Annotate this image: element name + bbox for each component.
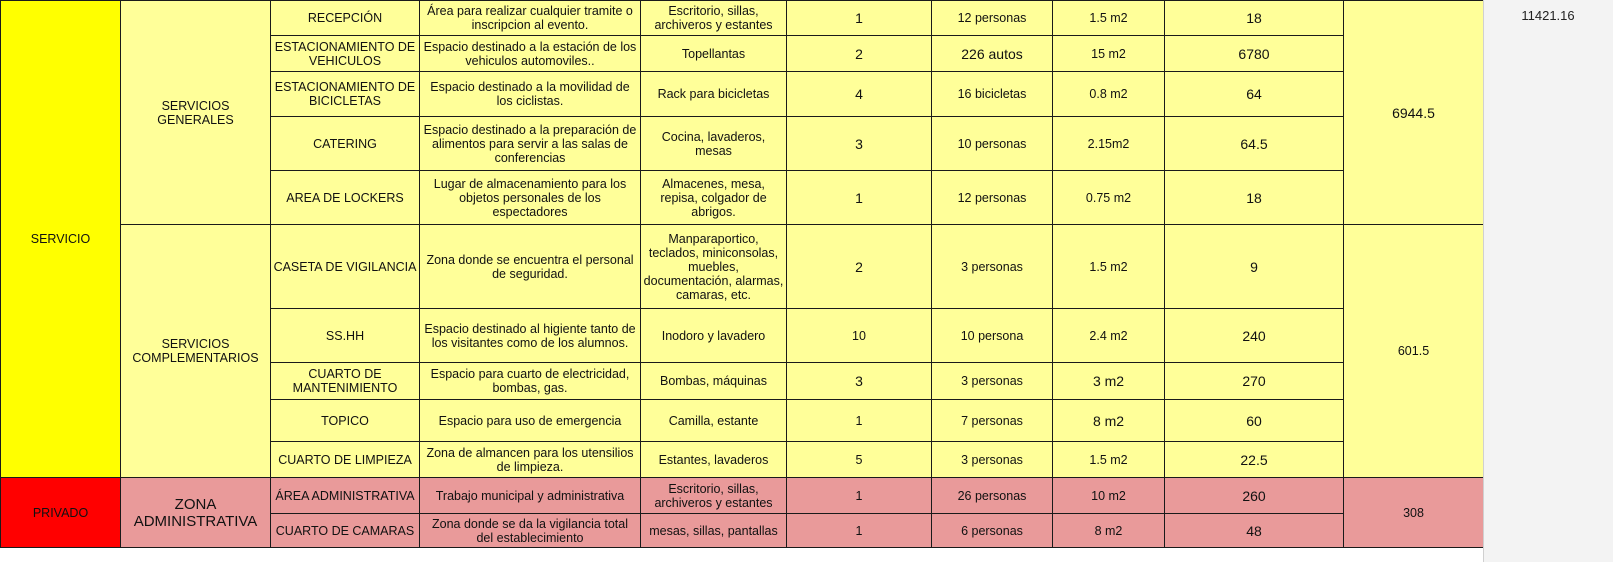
descripcion-cell: Espacio destinado a la estación de los vehiculos automoviles..: [420, 36, 641, 72]
table-row: [1, 1, 1484, 36]
descripcion-cell: Espacio destinado a la movilidad de los ciclistas.: [420, 72, 641, 117]
descripcion-cell: Espacio destinado al higiente tanto de los visitantes como de los alumnos.: [420, 309, 641, 363]
mobiliario-cell: Almacenes, mesa, repisa, colgador de abrigos.: [641, 171, 787, 225]
ambiente-cell: CUARTO DE CAMARAS: [271, 514, 420, 548]
mobiliario-cell: Topellantas: [641, 36, 787, 72]
area-unit-cell: 15 m2: [1053, 36, 1165, 72]
mobiliario-cell: Cocina, lavaderos, mesas: [641, 117, 787, 171]
aforo-cell: 3 personas: [932, 442, 1053, 478]
aforo-cell: 10 persona: [932, 309, 1053, 363]
area-unit-cell: 1.5 m2: [1053, 225, 1165, 309]
descripcion-cell: Espacio para uso de emergencia: [420, 400, 641, 442]
descripcion-cell: Área para realizar cualquier tramite o inscripcion al evento.: [420, 1, 641, 36]
mobiliario-cell: Escritorio, sillas, archiveros y estantes: [641, 1, 787, 36]
aforo-cell: 12 personas: [932, 1, 1053, 36]
area-unit-cell: 1.5 m2: [1053, 442, 1165, 478]
aforo-cell: 16 bicicletas: [932, 72, 1053, 117]
ambiente-cell: SS.HH: [271, 309, 420, 363]
cantidad-cell: 10: [787, 309, 932, 363]
ambiente-cell: CATERING: [271, 117, 420, 171]
area-unit-cell: 10 m2: [1053, 478, 1165, 514]
zone-servicios-generales: SERVICIOS GENERALES: [121, 1, 271, 225]
ambiente-cell: CUARTO DE MANTENIMIENTO: [271, 363, 420, 400]
area-total-cell: 48: [1165, 514, 1344, 548]
category-privado: PRIVADO: [1, 478, 121, 548]
area-unit-cell: 3 m2: [1053, 363, 1165, 400]
area-total-cell: 64.5: [1165, 117, 1344, 171]
mobiliario-cell: Camilla, estante: [641, 400, 787, 442]
area-total-cell: 6780: [1165, 36, 1344, 72]
area-total-cell: 240: [1165, 309, 1344, 363]
area-total-cell: 60: [1165, 400, 1344, 442]
zone-servicios-complementarios: SERVICIOS COMPLEMENTARIOS: [121, 225, 271, 478]
adjacent-column: [1483, 0, 1613, 562]
area-total-cell: 22.5: [1165, 442, 1344, 478]
ambiente-cell: CASETA DE VIGILANCIA: [271, 225, 420, 309]
descripcion-cell: Zona de almancen para los utensilios de limpieza.: [420, 442, 641, 478]
descripcion-cell: Trabajo municipal y administrativa: [420, 478, 641, 514]
area-total-cell: 18: [1165, 171, 1344, 225]
area-unit-cell: 0.75 m2: [1053, 171, 1165, 225]
area-unit-cell: 0.8 m2: [1053, 72, 1165, 117]
ambiente-cell: ÁREA ADMINISTRATIVA: [271, 478, 420, 514]
area-total-cell: 270: [1165, 363, 1344, 400]
zone-subtotal: 6944.5: [1344, 1, 1484, 225]
descripcion-cell: Zona donde se encuentra el personal de seguridad.: [420, 225, 641, 309]
area-unit-cell: 8 m2: [1053, 400, 1165, 442]
descripcion-cell: Lugar de almacenamiento para los objetos personales de los espectadores: [420, 171, 641, 225]
mobiliario-cell: Rack para bicicletas: [641, 72, 787, 117]
ambiente-cell: ESTACIONAMIENTO DE VEHICULOS: [271, 36, 420, 72]
cantidad-cell: 3: [787, 363, 932, 400]
descripcion-cell: Espacio para cuarto de electricidad, bombas, gas.: [420, 363, 641, 400]
category-servicio: SERVICIO: [1, 1, 121, 478]
mobiliario-cell: Inodoro y lavadero: [641, 309, 787, 363]
descripcion-cell: Espacio destinado a la preparación de alimentos para servir a las salas de conferencias: [420, 117, 641, 171]
ambiente-cell: TOPICO: [271, 400, 420, 442]
ambiente-cell: AREA DE LOCKERS: [271, 171, 420, 225]
area-total-cell: 260: [1165, 478, 1344, 514]
cantidad-cell: 2: [787, 36, 932, 72]
table-row: [1, 225, 1484, 309]
zone-subtotal: 308: [1344, 478, 1484, 548]
ambiente-cell: CUARTO DE LIMPIEZA: [271, 442, 420, 478]
cantidad-cell: 1: [787, 1, 932, 36]
area-unit-cell: 2.15m2: [1053, 117, 1165, 171]
mobiliario-cell: Bombas, máquinas: [641, 363, 787, 400]
aforo-cell: 3 personas: [932, 363, 1053, 400]
aforo-cell: 12 personas: [932, 171, 1053, 225]
cantidad-cell: 1: [787, 171, 932, 225]
cantidad-cell: 3: [787, 117, 932, 171]
aforo-cell: 226 autos: [932, 36, 1053, 72]
zone-administrativa: ZONA ADMINISTRATIVA: [121, 478, 271, 548]
cantidad-cell: 1: [787, 400, 932, 442]
mobiliario-cell: mesas, sillas, pantallas: [641, 514, 787, 548]
zone-subtotal: 601.5: [1344, 225, 1484, 478]
cantidad-cell: 5: [787, 442, 932, 478]
mobiliario-cell: Estantes, lavaderos: [641, 442, 787, 478]
mobiliario-cell: Escritorio, sillas, archiveros y estantes: [641, 478, 787, 514]
cantidad-cell: 1: [787, 478, 932, 514]
aforo-cell: 6 personas: [932, 514, 1053, 548]
area-unit-cell: 1.5 m2: [1053, 1, 1165, 36]
cantidad-cell: 4: [787, 72, 932, 117]
cantidad-cell: 1: [787, 514, 932, 548]
aforo-cell: 26 personas: [932, 478, 1053, 514]
aforo-cell: 3 personas: [932, 225, 1053, 309]
aforo-cell: 7 personas: [932, 400, 1053, 442]
descripcion-cell: Zona donde se da la vigilancia total del establecimiento: [420, 514, 641, 548]
table-row: [1, 478, 1484, 514]
cantidad-cell: 2: [787, 225, 932, 309]
ambiente-cell: ESTACIONAMIENTO DE BICICLETAS: [271, 72, 420, 117]
aforo-cell: 10 personas: [932, 117, 1053, 171]
area-total-cell: 9: [1165, 225, 1344, 309]
grand-total: 11421.16: [1521, 8, 1575, 23]
ambiente-cell: RECEPCIÓN: [271, 1, 420, 36]
area-unit-cell: 2.4 m2: [1053, 309, 1165, 363]
mobiliario-cell: Manparaportico, teclados, miniconsolas, muebles, documentación, alarmas, camaras, etc.: [641, 225, 787, 309]
area-total-cell: 18: [1165, 1, 1344, 36]
area-unit-cell: 8 m2: [1053, 514, 1165, 548]
area-total-cell: 64: [1165, 72, 1344, 117]
